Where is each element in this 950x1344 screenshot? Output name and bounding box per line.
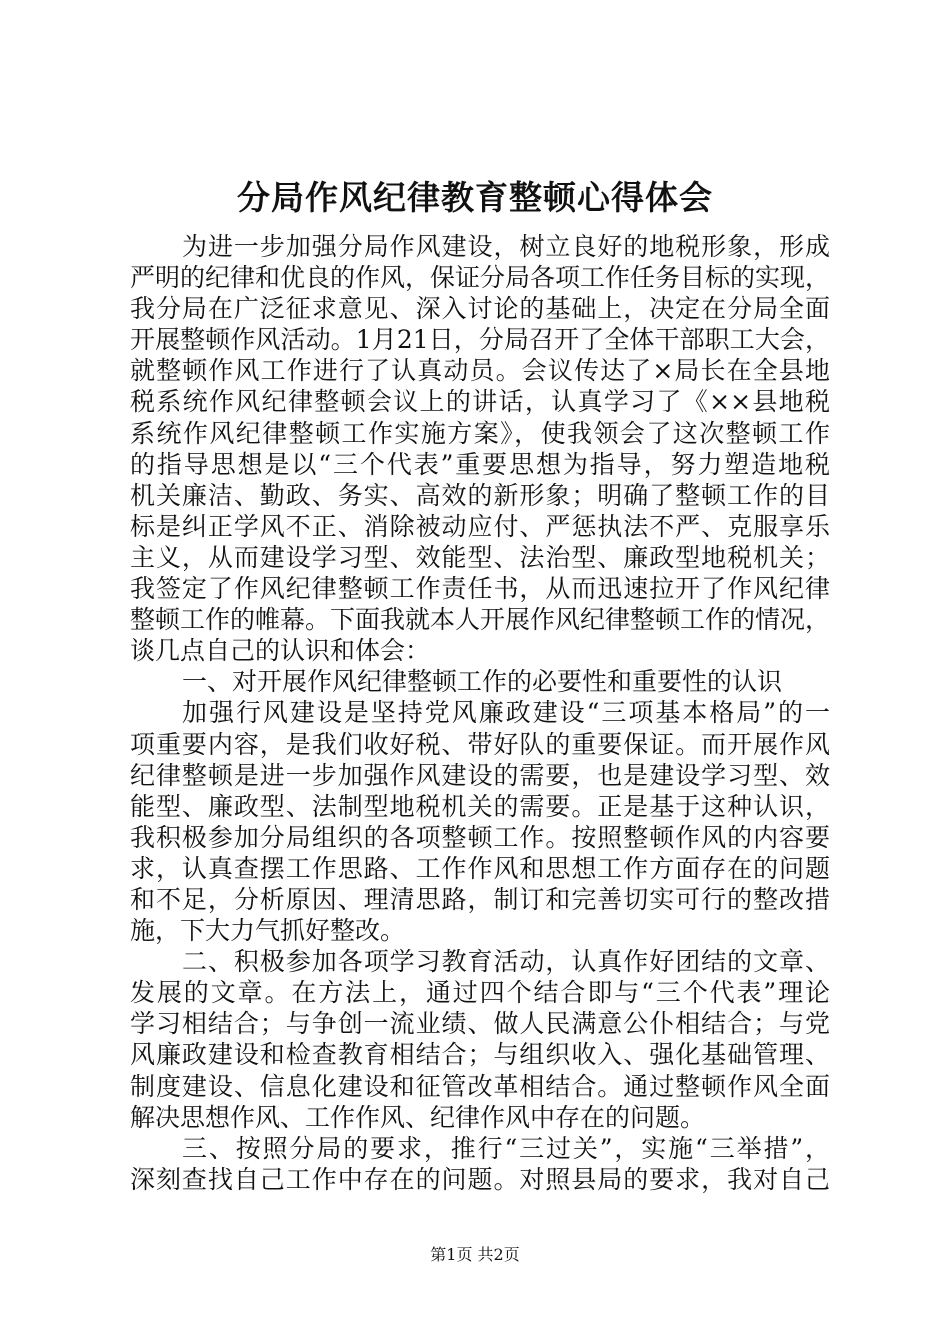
body-line: 税系统作风纪律整顿会议上的讲话，认真学习了《××县地税	[130, 387, 830, 417]
body-line: 主义，从而建设学习型、效能型、法治型、廉政型地税机关；	[130, 542, 830, 572]
body-line: 标是纠正学风不正、消除被动应付、严惩执法不严、克服享乐	[130, 511, 830, 541]
body-line: 严明的纪律和优良的作风，保证分局各项工作任务目标的实现，	[130, 263, 830, 293]
body-line: 纪律整顿是进一步加强作风建设的需要，也是建设学习型、效	[130, 760, 830, 790]
document-title: 分局作风纪律教育整顿心得体会	[237, 178, 713, 217]
body-line: 项重要内容，是我们收好税、带好队的重要保证。而开展作风	[130, 729, 830, 759]
body-line: 制度建设、信息化建设和征管改革相结合。通过整顿作风全面	[130, 1071, 830, 1101]
document-body	[130, 231, 830, 1195]
body-line: 开展整顿作风活动。1月21日，分局召开了全体干部职工大会，	[130, 325, 830, 355]
body-line: 风廉政建设和检查教育相结合；与组织收入、强化基础管理、	[130, 1040, 830, 1070]
body-line: 解决思想作风、工作作风、纪律作风中存在的问题。	[130, 1102, 706, 1132]
body-line: 求，认真查摆工作思路、工作作风和思想工作方面存在的问题	[130, 853, 830, 883]
body-line: 三、按照分局的要求，推行“三过关”，实施“三举措”，	[182, 1133, 830, 1163]
body-line: 我签定了作风纪律整顿工作责任书，从而迅速拉开了作风纪律	[130, 574, 830, 604]
body-line: 一、对开展作风纪律整顿工作的必要性和重要性的认识	[182, 667, 783, 697]
body-line: 就整顿作风工作进行了认真动员。会议传达了×局长在全县地	[130, 356, 830, 386]
body-line: 能型、廉政型、法制型地税机关的需要。正是基于这种认识，	[130, 791, 830, 821]
body-line: 发展的文章。在方法上，通过四个结合即与“三个代表”理论	[130, 978, 830, 1008]
body-line: 整顿工作的帷幕。下面我就本人开展作风纪律整顿工作的情况，	[130, 605, 830, 635]
body-line: 我分局在广泛征求意见、深入讨论的基础上，决定在分局全面	[130, 294, 830, 324]
body-line: 系统作风纪律整顿工作实施方案》，使我领会了这次整顿工作	[130, 418, 830, 448]
body-line: 施，下大力气抓好整改。	[130, 916, 406, 946]
body-line: 加强行风建设是坚持党风廉政建设“三项基本格局”的一	[182, 698, 830, 728]
page-number: 第1页 共2页	[430, 1245, 520, 1264]
body-line: 谈几点自己的认识和体会：	[130, 636, 431, 666]
body-line: 和不足，分析原因、理清思路，制订和完善切实可行的整改措	[130, 884, 830, 914]
body-line: 我积极参加分局组织的各项整顿工作。按照整顿作风的内容要	[130, 822, 830, 852]
body-line: 深刻查找自己工作中存在的问题。对照县局的要求，我对自己	[130, 1164, 830, 1194]
body-line: 学习相结合；与争创一流业绩、做人民满意公仆相结合；与党	[130, 1009, 830, 1039]
body-line: 的指导思想是以“三个代表”重要思想为指导，努力塑造地税	[130, 449, 830, 479]
body-line: 二、积极参加各项学习教育活动，认真作好团结的文章、	[182, 947, 830, 977]
body-line: 为进一步加强分局作风建设，树立良好的地税形象，形成	[182, 232, 830, 261]
body-line: 机关廉洁、勤政、务实、高效的新形象；明确了整顿工作的目	[130, 480, 830, 510]
